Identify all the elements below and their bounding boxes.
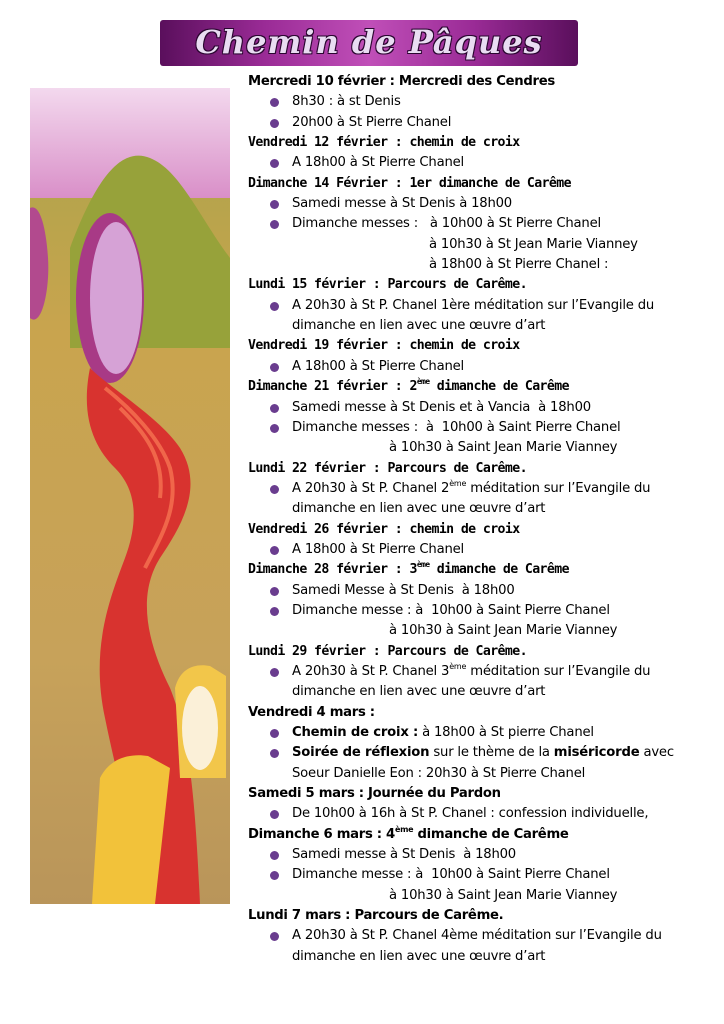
bullet-icon <box>270 159 279 168</box>
bullet-icon <box>270 98 279 107</box>
item-text: A 20h30 à St P. Chanel 2 <box>292 480 450 496</box>
item-continuation: dimanche en lien avec une œuvre d’art <box>292 948 546 964</box>
list-item <box>248 581 708 601</box>
list-item <box>248 804 708 824</box>
event-heading: Vendredi 4 mars : <box>248 704 375 720</box>
bullet-icon <box>270 404 279 413</box>
ordinal-suffix: ème <box>416 560 430 570</box>
list-item <box>248 601 708 621</box>
list-item <box>248 845 708 865</box>
item-continuation: dimanche en lien avec une œuvre d’art <box>292 318 546 334</box>
event-heading: Lundi 29 février : Parcours de Carême. <box>248 643 527 659</box>
event-heading: Vendredi 12 février : chemin de croix <box>248 135 520 151</box>
bullet-icon <box>270 607 279 616</box>
ordinal-suffix: ème <box>449 661 467 671</box>
bullet-icon <box>270 851 279 860</box>
event-heading: Dimanche 14 Février : 1er dimanche de Carême <box>248 175 571 191</box>
list-item <box>248 926 708 946</box>
list-item <box>248 723 708 743</box>
item-text: à 18h00 à St pierre Chanel <box>418 725 594 740</box>
bullet-icon <box>270 749 279 758</box>
page-title: Chemin de Pâques <box>195 23 543 61</box>
item-text: Dimanche messe : à 10h00 à Saint Pierre Chanel <box>292 602 610 618</box>
bullet-icon <box>270 220 279 229</box>
event-heading: Lundi 7 mars : Parcours de Carême. <box>248 908 504 924</box>
item-continuation: Soeur Danielle Eon : 20h30 à St Pierre Chanel <box>292 765 586 781</box>
bullet-icon <box>270 485 279 494</box>
item-text: Dimanche messe : à 10h00 à Saint Pierre Chanel <box>292 867 610 883</box>
list-item <box>248 398 708 418</box>
schedule <box>248 72 708 967</box>
list-item <box>248 153 708 173</box>
event-heading: Lundi 15 février : Parcours de Carême. <box>248 277 527 293</box>
list-item <box>248 113 708 133</box>
item-text: Samedi Messe à St Denis à 18h00 <box>292 582 515 598</box>
bullet-icon <box>270 668 279 677</box>
event-heading <box>248 560 708 580</box>
item-text-bold: miséricorde <box>553 745 640 761</box>
bullet-icon <box>270 871 279 880</box>
item-text: A 20h30 à St P. Chanel 3 <box>292 663 450 679</box>
event-heading: Samedi 5 mars : Journée du Pardon <box>248 786 501 802</box>
bullet-icon <box>270 424 279 433</box>
ordinal-suffix: ème <box>449 478 467 488</box>
event-heading: Mercredi 10 février : Mercredi des Cendres <box>248 74 555 89</box>
heading-text: dimanche de Carême <box>413 826 569 842</box>
bullet-icon <box>270 200 279 209</box>
list-item <box>248 865 708 885</box>
bullet-icon <box>270 932 279 941</box>
item-continuation: à 18h00 à St Pierre Chanel : <box>429 257 609 273</box>
list-item <box>248 194 708 214</box>
event-heading: Vendredi 19 février : chemin de croix <box>248 338 520 354</box>
heading-text: Dimanche 6 mars : 4 <box>248 826 395 842</box>
bullet-icon <box>270 810 279 819</box>
item-text: Dimanche messes : à 10h00 à Saint Pierre Chanel <box>292 419 621 435</box>
item-continuation: à 10h30 à St Jean Marie Vianney <box>429 236 638 252</box>
heading-text: Dimanche 21 février : 2 <box>248 379 417 395</box>
event-heading: Vendredi 26 février : chemin de croix <box>248 521 520 537</box>
item-text: 20h00 à St Pierre Chanel <box>292 114 452 130</box>
ordinal-suffix: ème <box>394 824 414 834</box>
item-continuation: dimanche en lien avec une œuvre d’art <box>292 501 546 517</box>
list-item <box>248 92 708 112</box>
item-text: A 18h00 à St Pierre Chanel <box>292 541 464 557</box>
heading-text: Dimanche 28 février : 3 <box>248 562 417 578</box>
list-item <box>248 296 708 316</box>
event-heading: Lundi 22 février : Parcours de Carême. <box>248 460 527 476</box>
list-item <box>248 479 708 499</box>
item-text: A 20h30 à St P. Chanel 4ème méditation sur l’Evangile du <box>292 928 662 944</box>
item-text-bold: Chemin de croix : <box>292 725 419 740</box>
list-item <box>248 418 708 438</box>
item-text: méditation sur l’Evangile du <box>466 663 651 679</box>
item-text: sur le thème de la <box>429 745 554 761</box>
ordinal-suffix: ème <box>416 377 430 387</box>
bullet-icon <box>270 546 279 555</box>
item-text-bold: Soirée de réflexion <box>292 745 430 761</box>
bullet-icon <box>270 302 279 311</box>
item-text: A 18h00 à St Pierre Chanel <box>292 155 464 171</box>
bullet-icon <box>270 119 279 128</box>
item-text: Dimanche messes : à 10h00 à St Pierre Chanel <box>292 216 601 232</box>
bullet-icon <box>270 363 279 372</box>
item-continuation: à 10h30 à Saint Jean Marie Vianney <box>389 623 618 639</box>
item-text: méditation sur l’Evangile du <box>466 480 651 496</box>
item-text: Samedi messe à St Denis et à Vancia à 18h00 <box>292 399 591 415</box>
title-banner <box>160 20 578 66</box>
item-text: De 10h00 à 16h à St P. Chanel : confession individuelle, <box>292 806 649 822</box>
item-text: 8h30 : à st Denis <box>292 94 401 110</box>
bullet-icon <box>270 587 279 596</box>
item-text: Samedi messe à St Denis à 18h00 <box>292 196 512 212</box>
item-text: A 18h00 à St Pierre Chanel <box>292 358 464 374</box>
list-item <box>248 662 708 682</box>
item-text: Samedi messe à St Denis à 18h00 <box>292 847 516 863</box>
event-heading <box>248 377 708 397</box>
lent-illustration <box>30 88 230 904</box>
item-continuation: dimanche en lien avec une œuvre d’art <box>292 684 546 700</box>
item-text: avec <box>639 745 674 761</box>
list-item <box>248 214 708 234</box>
event-heading <box>248 825 708 845</box>
list-item <box>248 540 708 560</box>
heading-text: dimanche de Carême <box>429 379 569 395</box>
list-item <box>248 743 708 763</box>
item-continuation: à 10h30 à Saint Jean Marie Vianney <box>389 440 618 456</box>
item-text: A 20h30 à St P. Chanel 1ère méditation sur l’Evangile du <box>292 297 655 313</box>
item-continuation: à 10h30 à Saint Jean Marie Vianney <box>389 887 618 903</box>
list-item <box>248 357 708 377</box>
heading-text: dimanche de Carême <box>429 562 569 578</box>
bullet-icon <box>270 729 279 738</box>
